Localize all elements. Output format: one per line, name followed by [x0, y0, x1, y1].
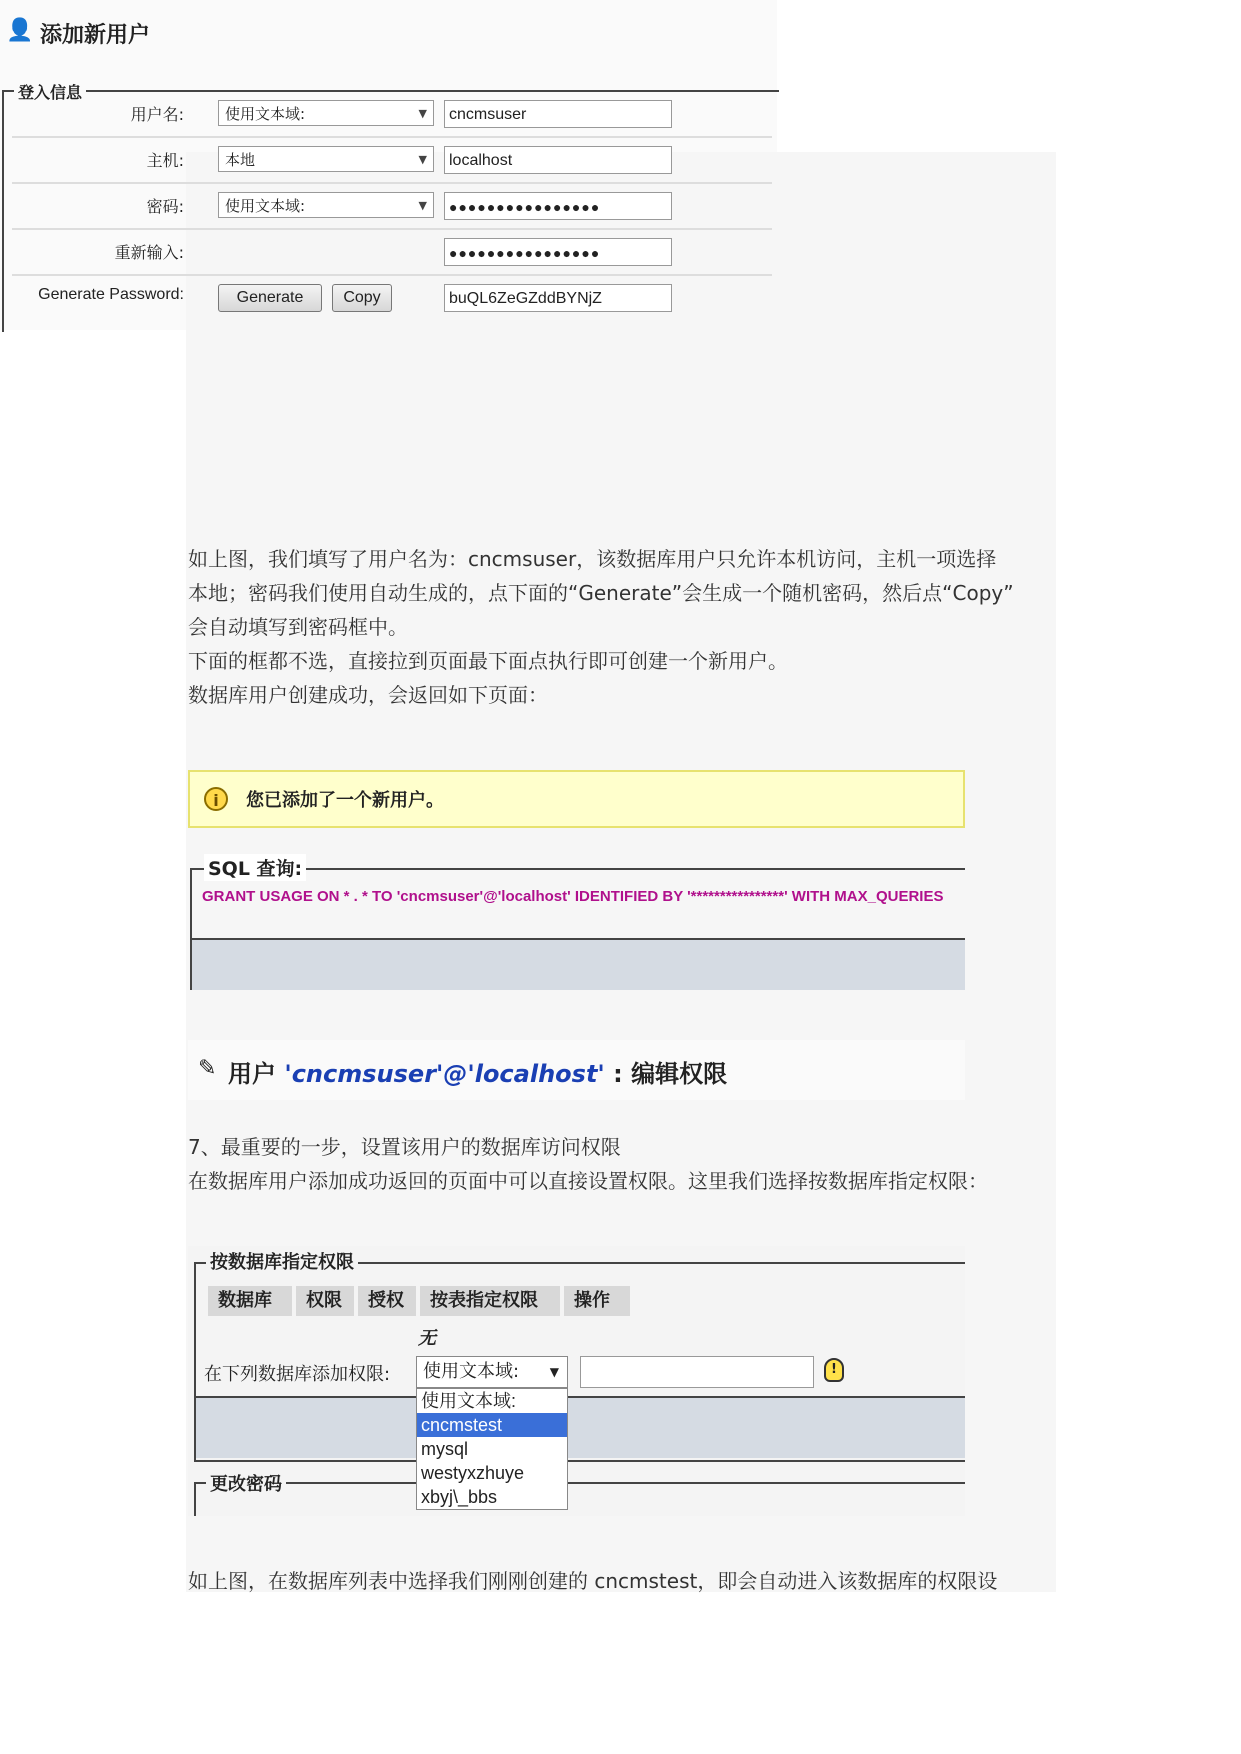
dropdown-option[interactable]: xbyj\_bbs: [421, 1487, 498, 1507]
header-table-privileges: 按表指定权限: [420, 1286, 560, 1316]
database-select[interactable]: 使用文本域: ▼: [416, 1356, 568, 1388]
info-icon: i: [204, 787, 228, 811]
add-user-panel: [0, 0, 777, 330]
generate-password-row: [12, 276, 772, 320]
retype-row: [12, 230, 772, 276]
chevron-down-icon: ▼: [549, 1365, 559, 1379]
host-label: 主机:: [146, 151, 184, 170]
change-password-legend: 更改密码: [206, 1470, 286, 1496]
database-dropdown-list[interactable]: [416, 1388, 568, 1510]
database-name-input[interactable]: [580, 1356, 814, 1388]
change-password-fieldset: [194, 1482, 965, 1516]
password-label: 密码:: [146, 197, 184, 216]
database-privileges-panel: [188, 1246, 965, 1516]
copy-button[interactable]: Copy: [332, 284, 392, 312]
user-prefix: 用户: [228, 1060, 276, 1088]
db-priv-footer-bar: [196, 1396, 965, 1458]
sql-query-text: GRANT USAGE ON * . * TO 'cncmsuser'@'localhost' IDENTIFIED BY '****************' WITH MAX_QUERIES: [202, 888, 944, 905]
instructions-paragraph-2: [188, 1130, 1058, 1198]
generate-button[interactable]: Generate: [218, 284, 322, 312]
username-type-select[interactable]: 使用文本域: ▼: [218, 100, 434, 126]
no-privileges-text: 无: [418, 1328, 436, 1349]
text-line: 如上图，在数据库列表中选择我们刚刚创建的 cncmstest，即会自动进入该数据库的权限设: [188, 1569, 998, 1593]
dropdown-option[interactable]: 使用文本域:: [421, 1391, 517, 1411]
chevron-down-icon: ▼: [418, 153, 427, 166]
password-type-select[interactable]: 使用文本域: ▼: [218, 192, 434, 218]
success-notice: [188, 770, 965, 828]
text-line: 在数据库用户添加成功返回的页面中可以直接设置权限。这里我们选择按数据库指定权限：: [188, 1169, 988, 1193]
host-row: [12, 138, 772, 184]
notice-message: 您已添加了一个新用户。: [246, 790, 444, 811]
text-line: 会自动填写到密码框中。: [188, 615, 408, 639]
sql-legend: SQL 查询:: [204, 854, 306, 881]
login-info-legend: 登入信息: [14, 80, 86, 103]
instructions-paragraph-1: [188, 542, 1058, 712]
header-database: 数据库: [208, 1286, 292, 1316]
chevron-down-icon: ▼: [418, 199, 427, 212]
sql-query-panel: [188, 850, 965, 990]
password-row: [12, 184, 772, 230]
edit-user-icon: ✎: [198, 1056, 217, 1081]
password-input[interactable]: ●●●●●●●●●●●●●●●●: [444, 192, 672, 220]
user-edit-title: [228, 1054, 727, 1089]
host-type-select[interactable]: 本地 ▼: [218, 146, 434, 172]
header-action: 操作: [564, 1286, 630, 1316]
sql-footer-bar: [192, 938, 965, 990]
generated-password-input[interactable]: buQL6ZeGZddBYNjZ: [444, 284, 672, 312]
retype-password-input[interactable]: ●●●●●●●●●●●●●●●●: [444, 238, 672, 266]
text-line: 7、最重要的一步，设置该用户的数据库访问权限: [188, 1135, 621, 1159]
username-input[interactable]: cncmsuser: [444, 100, 672, 128]
dropdown-option[interactable]: westyxzhuye: [421, 1463, 525, 1483]
text-line: 本地；密码我们使用自动生成的，点下面的“Generate”会生成一个随机密码，然后点“Copy”: [188, 581, 1014, 605]
db-priv-legend: 按数据库指定权限: [206, 1248, 358, 1274]
username-row: [12, 92, 772, 138]
user-edit-privileges-header: [188, 1040, 965, 1100]
username-label: 用户名:: [130, 105, 184, 124]
host-input[interactable]: localhost: [444, 146, 672, 174]
retype-label: 重新输入:: [114, 243, 184, 262]
header-grant: 授权: [358, 1286, 416, 1316]
text-line: 如上图，我们填写了用户名为：cncmsuser，该数据库用户只允许本机访问，主机一项选择: [188, 547, 997, 571]
add-user-icon: 👤: [6, 18, 34, 43]
edit-privileges-suffix: : 编辑权限: [613, 1060, 728, 1088]
header-privileges: 权限: [296, 1286, 354, 1316]
lightbulb-hint-icon[interactable]: !: [824, 1358, 844, 1382]
user-name: 'cncmsuser'@'localhost': [284, 1060, 605, 1088]
text-line: 下面的框都不选，直接拉到页面最下面点执行即可创建一个新用户。: [188, 649, 788, 673]
dropdown-option[interactable]: mysql: [421, 1439, 469, 1459]
add-user-title: 添加新用户: [40, 23, 151, 48]
instructions-paragraph-3: [188, 1564, 1058, 1598]
dropdown-option-selected[interactable]: cncmstest: [417, 1413, 567, 1437]
chevron-down-icon: ▼: [418, 107, 427, 120]
add-privileges-label: 在下列数据库添加权限:: [204, 1364, 391, 1385]
text-line: 数据库用户创建成功，会返回如下页面：: [188, 683, 548, 707]
generate-password-label: Generate Password:: [38, 286, 184, 303]
